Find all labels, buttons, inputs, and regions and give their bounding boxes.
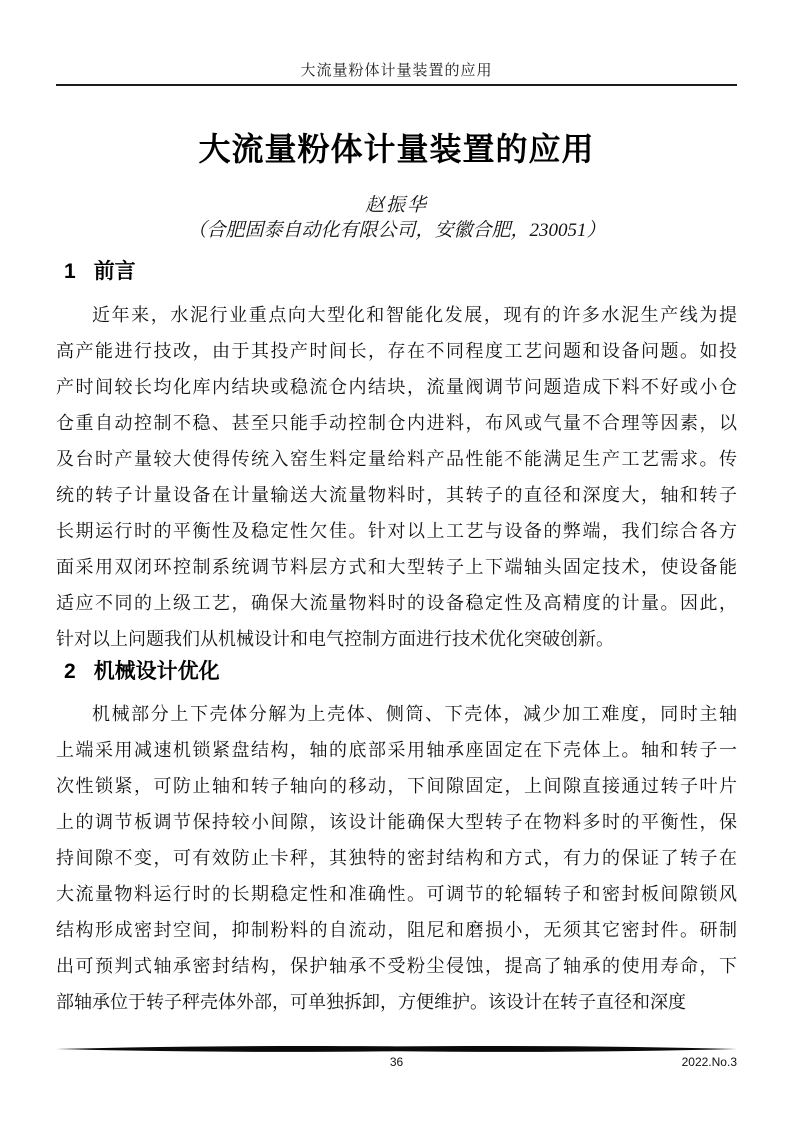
- paragraph-line: 面采用双闭环控制系统调节料层方式和大型转子上下端轴头固定技术，使设备能: [56, 557, 737, 577]
- section-1-heading: [64, 258, 737, 286]
- paragraph-line: 仓重自动控制不稳、甚至只能手动控制仓内进料，布风或气量不合理等因素，以: [56, 413, 737, 433]
- section-1-body: [56, 297, 737, 657]
- article-title: 大流量粉体计量装置的应用: [198, 131, 595, 167]
- paragraph-line: 结构形成密封空间，抑制粉料的自流动，阻尼和磨损小，无须其它密封件。研制: [56, 920, 737, 940]
- paragraph-line: 及台时产量较大使得传统入窑生料定量给料产品性能不能满足生产工艺需求。传: [56, 449, 737, 469]
- section-2-title: 机械设计优化: [93, 660, 220, 683]
- page-number: 36: [389, 1055, 404, 1069]
- section-2-body: [56, 696, 737, 1020]
- paragraph-line: 产时间较长均化库内结块或稳流仓内结块，流量阀调节问题造成下料不好或小仓: [56, 377, 737, 397]
- paragraph-line: 适应不同的上级工艺，确保大流量物料时的设备稳定性及高精度的计量。因此，: [56, 593, 737, 613]
- running-header: 大流量粉体计量装置的应用: [300, 63, 493, 79]
- paragraph-line: 机械部分上下壳体分解为上壳体、侧筒、下壳体，减少加工难度，同时主轴: [92, 704, 737, 724]
- paragraph-line: 上端采用减速机锁紧盘结构，轴的底部采用轴承座固定在下壳体上。轴和转子一: [56, 740, 737, 760]
- paragraph-line: 部轴承位于转子秤壳体外部，可单独拆卸，方便维护。该设计在转子直径和深度: [56, 992, 686, 1012]
- paragraph-line: 长期运行时的平衡性及稳定性欠佳。针对以上工艺与设备的弊端，我们综合各方: [56, 521, 737, 541]
- header-rule: [56, 84, 737, 86]
- footer: [56, 1054, 737, 1070]
- issue-label: 2022.No.3: [681, 1055, 737, 1069]
- paragraph-line: 次性锁紧，可防止轴和转子轴向的移动，下间隙固定，上间隙直接通过转子叶片: [56, 776, 737, 796]
- paragraph-line: 统的转子计量设备在计量输送大流量物料时，其转子的直径和深度大，轴和转子: [56, 485, 737, 505]
- paragraph-line: 上的调节板调节保持较小间隙，该设计能确保大型转子在物料多时的平衡性，保: [56, 812, 737, 832]
- section-1-number: 1: [64, 260, 76, 283]
- paragraph-line: 近年来，水泥行业重点向大型化和智能化发展，现有的许多水泥生产线为提: [92, 305, 737, 325]
- footer-rule: [56, 1045, 737, 1053]
- author-name: 赵振华: [364, 195, 428, 216]
- section-2-number: 2: [64, 660, 76, 683]
- paragraph-line: 大流量物料运行时的长期稳定性和准确性。可调节的轮辐转子和密封板间隙锁风: [56, 884, 737, 904]
- section-1-title: 前言: [93, 260, 136, 283]
- paragraph-line: 高产能进行技改，由于其投产时间长，存在不同程度工艺问题和设备问题。如投: [56, 341, 737, 361]
- section-2-heading: [64, 658, 737, 686]
- paragraph-line: 持间隙不变，可有效防止卡秤，其独特的密封结构和方式，有力的保证了转子在: [56, 848, 737, 868]
- author-affiliation: （合肥固泰自动化有限公司，安徽合肥，230051）: [187, 220, 606, 241]
- paragraph-line: 针对以上问题我们从机械设计和电气控制方面进行技术优化突破创新。: [56, 629, 614, 649]
- paragraph-line: 出可预判式轴承密封结构，保护轴承不受粉尘侵蚀，提高了轴承的使用寿命，下: [56, 956, 737, 976]
